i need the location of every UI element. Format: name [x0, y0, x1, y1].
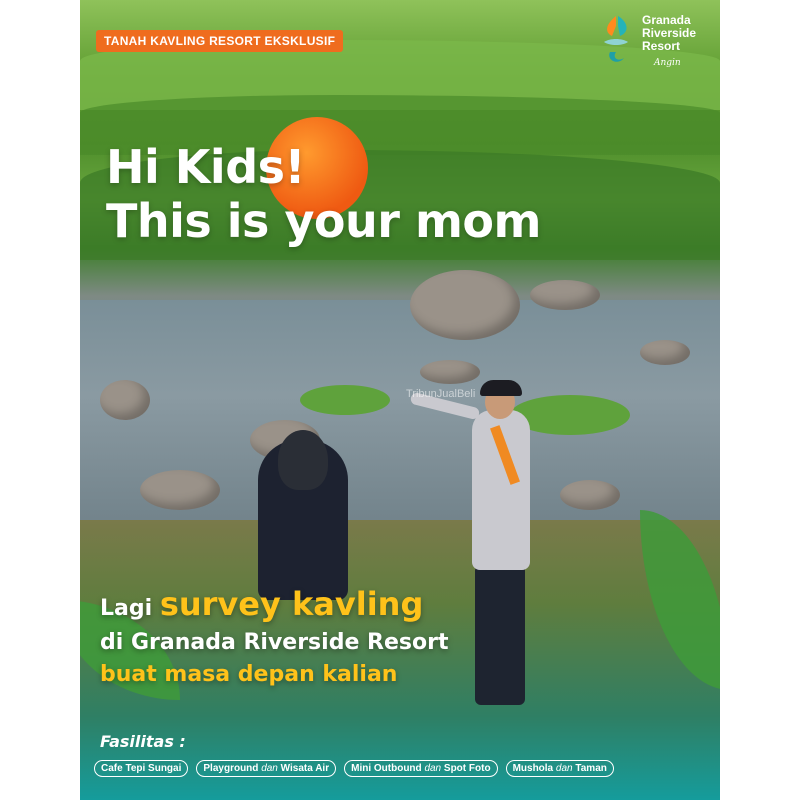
facility-conjunction: dan — [555, 763, 573, 774]
facility-name: Wisata Air — [280, 763, 330, 774]
subtext-line-1-white: Lagi — [100, 596, 160, 621]
river-rock — [100, 380, 150, 420]
subtext-line-1-highlight: survey kavling — [159, 585, 424, 623]
resort-logo-icon — [596, 12, 636, 66]
facility-pill — [94, 760, 188, 777]
facility-conjunction: dan — [261, 763, 278, 774]
river-rock — [410, 270, 520, 340]
facility-name: Cafe Tepi Sungai — [101, 763, 182, 774]
watermark-text: TribunJualBeli — [406, 388, 476, 400]
grass-islet — [300, 385, 390, 415]
resort-logo — [592, 10, 720, 70]
man-cap — [480, 380, 522, 396]
logo-line-3: Resort — [642, 39, 681, 53]
river-rock — [140, 470, 220, 510]
promo-badge: TANAH KAVLING RESORT EKSKLUSIF — [96, 30, 343, 52]
facility-name: Mushola — [512, 763, 554, 774]
subtext-line-3: buat masa depan kalian — [100, 662, 398, 687]
resort-logo-text — [642, 14, 696, 53]
logo-line-1: Granada — [642, 13, 691, 27]
poster — [80, 0, 720, 800]
headline-line-1: Hi Kids! — [106, 140, 305, 194]
facility-name: Playground — [203, 763, 259, 774]
facilities-title: Fasilitas : — [100, 732, 186, 751]
facility-name: Spot Foto — [443, 763, 491, 774]
facility-name: Taman — [575, 763, 607, 774]
river-rock — [420, 360, 480, 384]
facility-pill — [196, 760, 336, 777]
facility-pill — [506, 760, 614, 777]
headline-line-2: This is your mom — [106, 194, 541, 248]
facility-pill — [344, 760, 497, 777]
subtext-line-1 — [100, 586, 448, 627]
logo-line-2: Riverside — [642, 26, 697, 40]
logo-signature: Angin — [654, 58, 681, 68]
river-rock — [640, 340, 690, 365]
facilities-list — [94, 760, 614, 777]
subtext-line-2: di Granada Riverside Resort — [100, 630, 449, 655]
headline — [106, 140, 541, 248]
facility-name: Mini Outbound — [351, 763, 422, 774]
river-rock — [530, 280, 600, 310]
woman-hijab — [278, 430, 328, 490]
facility-conjunction: dan — [424, 763, 442, 774]
subtext — [100, 586, 448, 691]
river-rock — [560, 480, 620, 510]
man-legs — [475, 565, 525, 705]
